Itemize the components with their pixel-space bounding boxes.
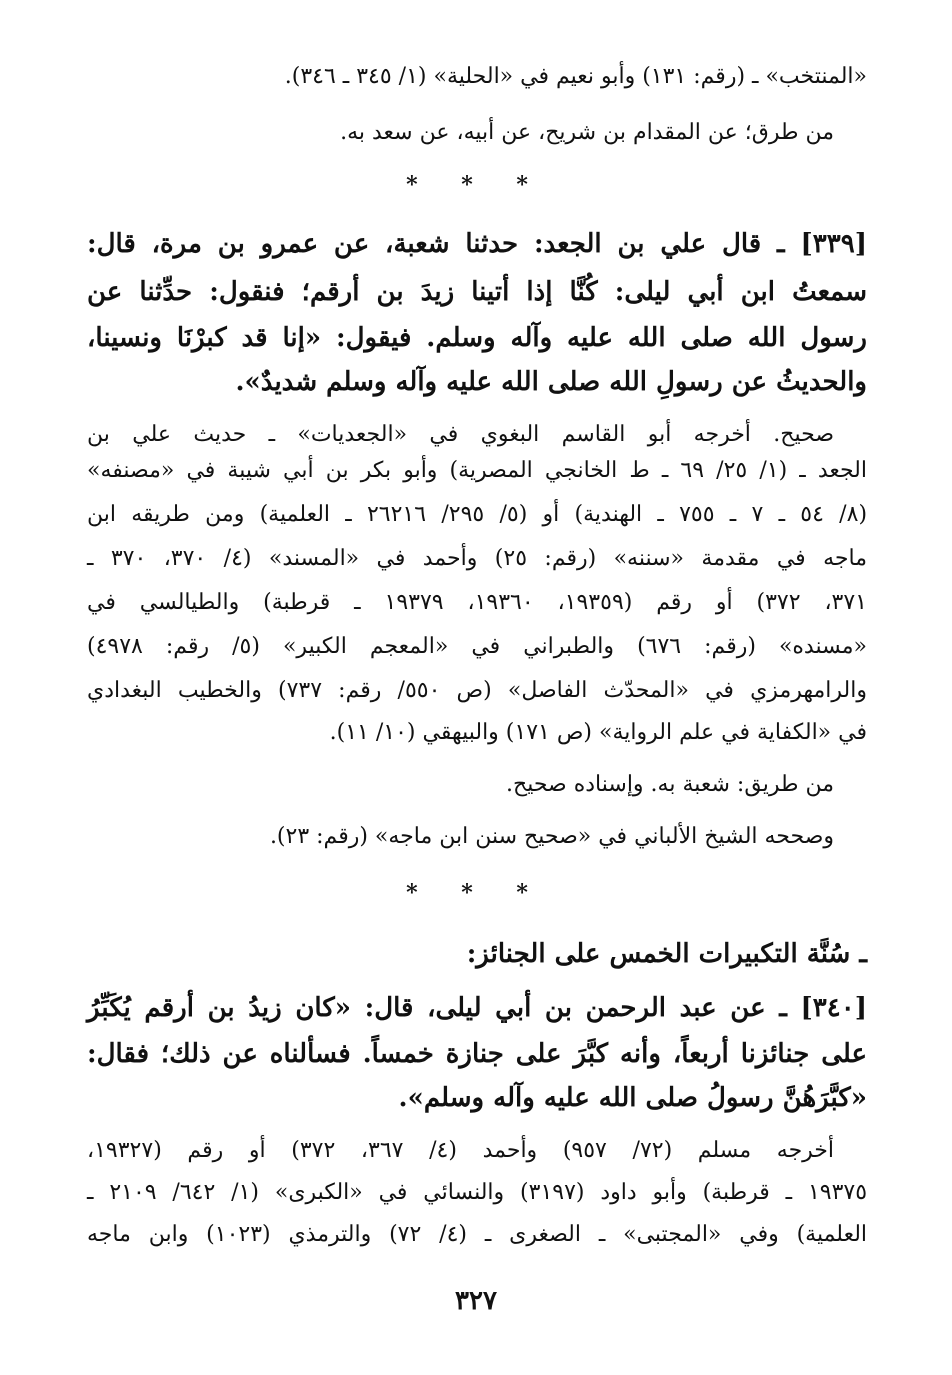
hadith-340-line-1: [٣٤٠] ـ عن عبد الرحمن بن أبي ليلى، قال: «كان زيدُ بن أرقم يُكَبِّرُ xyxy=(87,993,867,1023)
takhrij-340-line-1: أخرجه مسلم (٧٢/ ٩٥٧) وأحمد (٤/ ٣٦٧، ٣٧٢) أو رقم (١٩٣٢٧، xyxy=(87,1138,835,1163)
takhrij-340-line-3: العلمية) وفي «المجتبى» ـ الصغرى ـ (٤/ ٧٢) والترمذي (١٠٢٣) وابن ماجه xyxy=(87,1222,868,1247)
chapter-heading: ـ سُنَّة التكبيرات الخمس على الجنائز: xyxy=(466,939,867,969)
hadith-339-line-1: [٣٣٩] ـ قال علي بن الجعد: حدثنا شعبة، عن عمرو بن مرة، قال: xyxy=(87,229,867,259)
takhrij-339-line-4: ماجه في مقدمة «سننه» (رقم: ٢٥) وأحمد في «المسند» (٤/ ٣٧٠، ٣٧٠ ـ xyxy=(87,546,867,571)
section-separator-1: * * * xyxy=(406,172,546,198)
takhrij-339-line-7: والرامهرمزي في «المحدّث الفاصل» (ص ٥٥٠/ رقم: ٧٣٧) والخطيب البغدادي xyxy=(87,678,867,703)
takhrij-339-line-5: ٣٧١، ٣٧٢) أو رقم (١٩٣٥٩، ١٩٣٦٠، ١٩٣٧٩ ـ قرطبة) والطيالسي في xyxy=(87,590,867,615)
hadith-339-line-2: سمعتُ ابن أبي ليلى: كُنَّا إذا أتينا زيدَ بن أرقم؛ فنقول: حدِّثنا عن xyxy=(87,277,867,307)
takhrij-339-line-2: الجعد ـ (١/ ٢٥/ ٦٩ ـ ط الخانجي المصرية) وأبو بكر بن أبي شيبة في «مصنفه» xyxy=(87,458,868,483)
takhrij-339-line-8: في «الكفاية في علم الرواية» (ص ١٧١) والبيهقي (١٠/ ١١). xyxy=(329,720,867,745)
section-separator-2: * * * xyxy=(406,880,546,906)
hadith-340-line-2: على جنائزنا أربعاً، وأنه كبَّرَ على جنازة خمساً. فسألناه عن ذلك؛ فقال: xyxy=(87,1039,867,1069)
takhrij-339-line-6: «مسنده» (رقم: ٦٧٦) والطبراني في «المعجم الكبير» (٥/ رقم: ٤٩٧٨) xyxy=(87,634,867,659)
text-line-2: من طرق؛ عن المقدام بن شريح، عن أبيه، عن سعد به. xyxy=(340,120,834,145)
takhrij-339-line-3: (٨/ ٥٤ ـ ٧ ـ ٧٥٥ ـ الهندية) أو (٥/ ٢٩٥/ ٢٦٢١٦ ـ العلمية) ومن طريقه ابن xyxy=(87,502,868,527)
text-line-1: «المنتخب» ـ (رقم: ١٣١) وأبو نعيم في «الحلية» (١/ ٣٤٥ ـ ٣٤٦). xyxy=(284,64,867,89)
hadith-340-line-3: «كبَّرَهُنَّ رسولُ صلى الله عليه وآله وسلم». xyxy=(398,1083,867,1113)
albani-note: وصححه الشيخ الألباني في «صحيح سنن ابن ماجه» (رقم: ٢٣). xyxy=(269,824,834,849)
hadith-339-line-3: رسول الله صلى الله عليه وآله وسلم. فيقول: «إنا قد كبرْنَا ونسينا، xyxy=(87,323,867,353)
hadith-339-line-4: والحديثُ عن رسولِ الله صلى الله عليه وآله وسلم شديدٌ». xyxy=(235,367,867,397)
page-number: ٣٢٧ xyxy=(455,1286,497,1316)
takhrij-339-line-1: صحيح. أخرجه أبو القاسم البغوي في «الجعديات» ـ حديث علي بن xyxy=(87,422,834,447)
isnad-note: من طريق: شعبة به. وإسناده صحيح. xyxy=(506,772,834,797)
takhrij-340-line-2: ١٩٣٧٥ ـ قرطبة) وأبو داود (٣١٩٧) والنسائي في «الكبرى» (١/ ٦٤٢/ ٢١٠٩ ـ xyxy=(87,1180,868,1205)
